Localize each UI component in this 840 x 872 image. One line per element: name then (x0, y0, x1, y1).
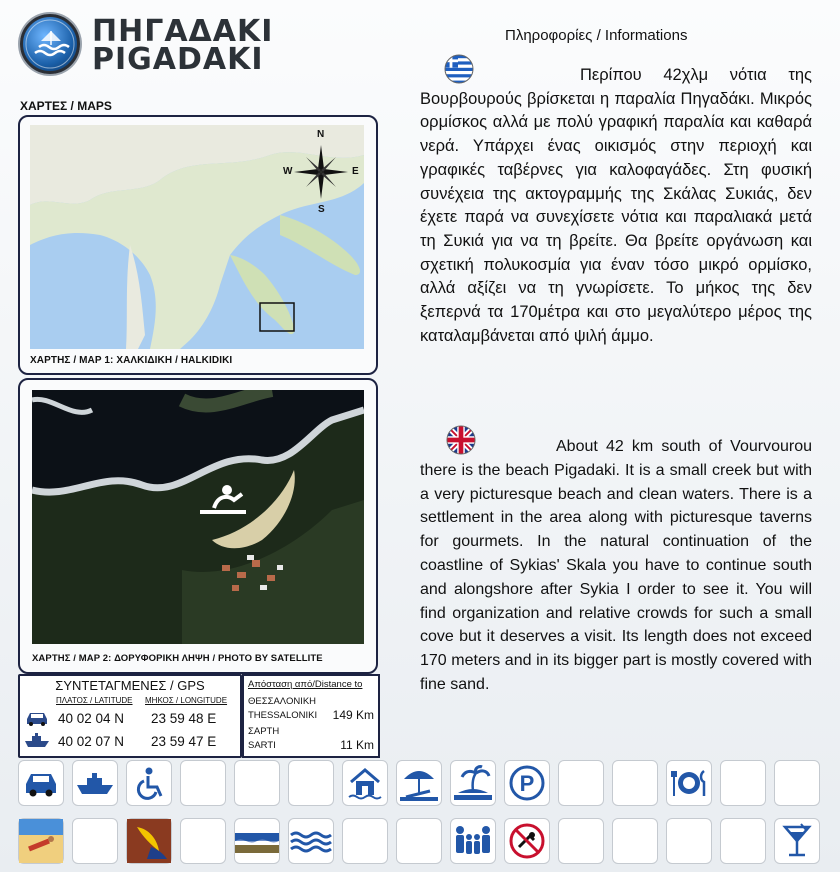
boat-icon (24, 732, 50, 748)
amenity-waves (288, 818, 334, 864)
amenity-empty (180, 818, 226, 864)
car-icon (24, 710, 50, 726)
amenity-no-sun (504, 818, 550, 864)
title-greek: ΠΗΓΑΔΑΚΙ (92, 14, 274, 49)
car-icon (21, 768, 61, 798)
amenity-cocktail (774, 818, 820, 864)
amenity-waves-sand (234, 818, 280, 864)
parking-icon (508, 764, 546, 802)
amenity-empty (666, 818, 712, 864)
english-description: About 42 km south of Vourvourou there is the beach Pigadaki. It is a small creek but with a very picturesque beach and clean waters. There is a settlement in the area along with picturesque taverns for gourmets. In the natural continuation of the coastline of Sykias' Skala you have to continue south and alongshore after Sykia I order to see it. You will find organization and relative crowds for such a small cove but it deserves a visit. Its length does not exceed 170 meters and in its bigger part is mostly covered with fine sand. (420, 438, 812, 693)
amenity-empty (288, 760, 334, 806)
restaurant-icon (669, 766, 709, 800)
amenity-family (450, 818, 496, 864)
distance-sarti-value: 11 Km (340, 738, 374, 752)
svg-text:P: P (519, 771, 535, 796)
amenities-row-2 (18, 818, 818, 866)
sunbather-icon (19, 819, 63, 863)
boat-icon (75, 768, 115, 798)
compass-rose (283, 129, 359, 215)
compass-icon (286, 137, 356, 207)
amenity-empty (558, 818, 604, 864)
gps-lon-label: ΜΗΚΟΣ / LONGITUDE (145, 696, 228, 705)
amenity-empty (72, 818, 118, 864)
family-icon (451, 821, 495, 861)
cocktail-icon (779, 821, 815, 861)
greek-description: Περίπου 42χλμ νότια της Βουρβουρούς βρίσκεται η παραλία Πηγαδάκι. Μικρός ορμίσκος αλλά με πολύ γραφική παραλία και καθαρά νερά. Υπάρχει ένας οικισμός στην περιοχή και γραφικές ταβέρνες για καλοφαγάδες. Στη φυσική συνέχεια της ακτογραμμής της Σκάλας Συκιάς, δεν έχετε παρά να συνεχίσετε νότια και παραλιακά μετά τη Συκιά για να τη βρείτε. Θα βρείτε οργάνωση και σχετική πολυκοσμία για έναν τόσο μικρό ορμίσκο, αλλά αξίζει να τη γνωρίσετε. Το μήκος της δεν ξεπερνά τα 170μέτρα και στο μεγαλύτερο μέρος της καταλαμβάνεται από ψιλή άμμο. (420, 66, 812, 345)
house-icon (347, 766, 383, 800)
amenity-empty (720, 818, 766, 864)
distance-sarti-gr: ΣΑΡΤΗ (248, 726, 280, 737)
distance-sarti-en: SARTI (248, 740, 276, 751)
gps-boat-lat: 40 02 07 N (58, 734, 125, 749)
no-sun-icon (508, 822, 546, 860)
amenity-sunbather (18, 818, 64, 864)
waves-icon (289, 819, 333, 863)
maps-label: ΧΑΡΤΕΣ / MAPS (20, 99, 112, 113)
amenity-rock (126, 818, 172, 864)
island-icon (454, 765, 492, 801)
compass-s: S (318, 204, 325, 215)
amenity-empty (558, 760, 604, 806)
amenity-empty (612, 760, 658, 806)
amenity-empty (612, 818, 658, 864)
distance-thessaloniki-en: THESSALONIKI (248, 710, 318, 721)
rock-icon (127, 819, 171, 863)
map2-caption: ΧΑΡΤΗΣ / MAP 2: ΔΟΡΥΦΟΡΙΚΗ ΛΗΨΗ / PHOTO BY SATELLITE (32, 653, 323, 664)
compass-n: N (317, 129, 325, 140)
map1-panel (18, 115, 378, 375)
amenity-empty (720, 760, 766, 806)
title-english: PIGADAKI (92, 42, 264, 77)
amenities-row-1 (18, 760, 818, 808)
map2-satellite-image[interactable] (32, 390, 364, 644)
distance-thessaloniki-gr: ΘΕΣΣΑΛΟΝΙΚΗ (248, 696, 317, 707)
amenity-empty (396, 818, 442, 864)
amenity-empty (180, 760, 226, 806)
distance-box (242, 674, 380, 758)
compass-e: E (352, 166, 359, 177)
amenity-car (18, 760, 64, 806)
amenity-island (450, 760, 496, 806)
umbrella-icon (400, 765, 438, 801)
amenity-empty (774, 760, 820, 806)
gps-boat-lon: 23 59 47 E (151, 734, 217, 749)
info-header: Πληροφορίες / Informations (505, 27, 688, 44)
amenity-umbrella (396, 760, 442, 806)
gps-box (18, 674, 242, 758)
amenity-restaurant (666, 760, 712, 806)
gps-title: ΣΥΝΤΕΤΑΓΜΕΝΕΣ / GPS (55, 678, 205, 693)
distance-thessaloniki-value: 149 Km (332, 708, 374, 722)
gps-lat-label: ΠΛΑΤΟΣ / LATITUDE (56, 696, 133, 705)
gps-car-lat: 40 02 04 N (58, 711, 125, 726)
amenity-empty (234, 760, 280, 806)
amenity-empty (342, 818, 388, 864)
waves-icon (235, 819, 279, 863)
wheelchair-icon (131, 765, 167, 801)
compass-w: W (283, 166, 293, 177)
amenity-parking (504, 760, 550, 806)
gps-car-lon: 23 59 48 E (151, 711, 217, 726)
amenity-house (342, 760, 388, 806)
map1-caption: ΧΑΡΤΗΣ / MAP 1: ΧΑΛΚΙΔΙΚΗ / HALKIDIKI (30, 355, 233, 366)
amenity-boat (72, 760, 118, 806)
distance-title: Απόσταση από/Distance to (248, 679, 363, 690)
logo (20, 14, 80, 74)
amenity-wheelchair (126, 760, 172, 806)
map2-panel (18, 378, 378, 674)
